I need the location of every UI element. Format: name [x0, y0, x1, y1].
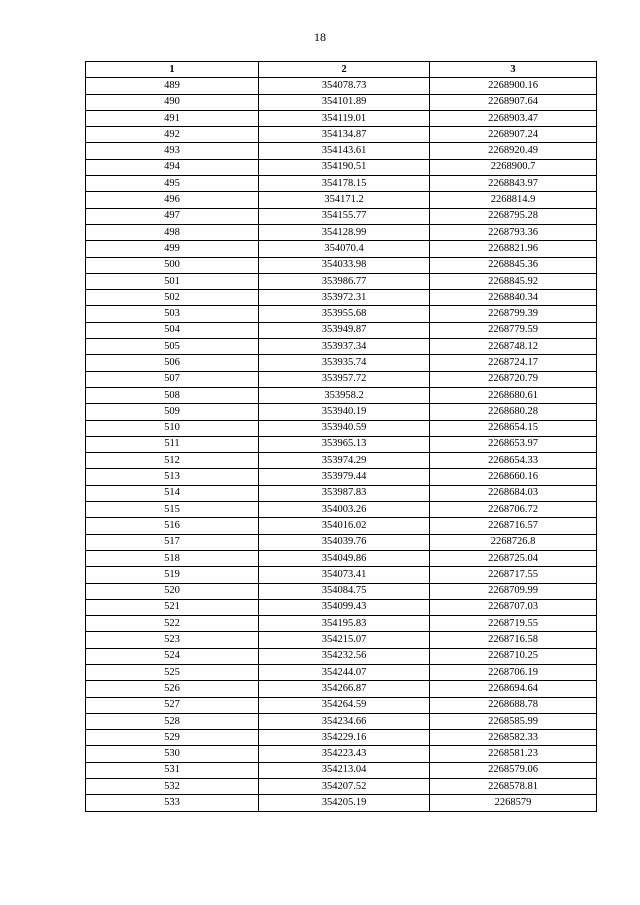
x-coordinate-cell: 354171.2	[259, 192, 430, 208]
table-row	[86, 664, 597, 680]
x-coordinate-cell: 354049.86	[259, 550, 430, 566]
x-coordinate-cell: 353957.72	[259, 371, 430, 387]
x-coordinate-cell: 354205.19	[259, 795, 430, 811]
point-number-cell: 493	[86, 143, 259, 159]
point-number-cell: 508	[86, 387, 259, 403]
point-number-cell: 513	[86, 469, 259, 485]
x-coordinate-cell: 353940.59	[259, 420, 430, 436]
point-number-cell: 506	[86, 355, 259, 371]
table-row	[86, 469, 597, 485]
x-coordinate-cell: 354003.26	[259, 502, 430, 518]
point-number-cell: 504	[86, 322, 259, 338]
table-row	[86, 127, 597, 143]
y-coordinate-cell: 2268688.78	[430, 697, 597, 713]
x-coordinate-cell: 354143.61	[259, 143, 430, 159]
y-coordinate-cell: 2268840.34	[430, 290, 597, 306]
y-coordinate-cell: 2268579	[430, 795, 597, 811]
table-row	[86, 453, 597, 469]
point-number-cell: 502	[86, 290, 259, 306]
y-coordinate-cell: 2268585.99	[430, 713, 597, 729]
point-number-cell: 528	[86, 713, 259, 729]
point-number-cell: 501	[86, 273, 259, 289]
table-row	[86, 713, 597, 729]
point-number-cell: 498	[86, 224, 259, 240]
y-coordinate-cell: 2268719.55	[430, 616, 597, 632]
table-row	[86, 110, 597, 126]
point-number-cell: 524	[86, 648, 259, 664]
point-number-cell: 527	[86, 697, 259, 713]
y-coordinate-cell: 2268684.03	[430, 485, 597, 501]
point-number-cell: 507	[86, 371, 259, 387]
table-row	[86, 371, 597, 387]
table-row	[86, 290, 597, 306]
table-row	[86, 502, 597, 518]
table-row	[86, 583, 597, 599]
y-coordinate-cell: 2268653.97	[430, 436, 597, 452]
y-coordinate-cell: 2268920.49	[430, 143, 597, 159]
y-coordinate-cell: 2268843.97	[430, 176, 597, 192]
y-coordinate-cell: 2268748.12	[430, 339, 597, 355]
x-coordinate-cell: 354244.07	[259, 664, 430, 680]
x-coordinate-cell: 354101.89	[259, 94, 430, 110]
point-number-cell: 525	[86, 664, 259, 680]
table-row	[86, 241, 597, 257]
table-body	[86, 78, 597, 811]
y-coordinate-cell: 2268582.33	[430, 730, 597, 746]
point-number-cell: 520	[86, 583, 259, 599]
y-coordinate-cell: 2268845.92	[430, 273, 597, 289]
table-row	[86, 224, 597, 240]
table-row	[86, 176, 597, 192]
x-coordinate-cell: 354039.76	[259, 534, 430, 550]
y-coordinate-cell: 2268716.57	[430, 518, 597, 534]
table-row	[86, 550, 597, 566]
x-coordinate-cell: 353974.29	[259, 453, 430, 469]
table-row	[86, 632, 597, 648]
y-coordinate-cell: 2268654.15	[430, 420, 597, 436]
point-number-cell: 509	[86, 404, 259, 420]
y-coordinate-cell: 2268578.81	[430, 779, 597, 795]
table-row	[86, 779, 597, 795]
y-coordinate-cell: 2268716.58	[430, 632, 597, 648]
y-coordinate-cell: 2268725.04	[430, 550, 597, 566]
table-row	[86, 795, 597, 811]
y-coordinate-cell: 2268710.25	[430, 648, 597, 664]
y-coordinate-cell: 2268799.39	[430, 306, 597, 322]
table-row	[86, 681, 597, 697]
x-coordinate-cell: 354264.59	[259, 697, 430, 713]
point-number-cell: 489	[86, 78, 259, 94]
y-coordinate-cell: 2268706.19	[430, 664, 597, 680]
y-coordinate-cell: 2268660.16	[430, 469, 597, 485]
table-row	[86, 143, 597, 159]
x-coordinate-cell: 354070.4	[259, 241, 430, 257]
column-header-3: 3	[430, 62, 597, 78]
point-number-cell: 519	[86, 567, 259, 583]
y-coordinate-cell: 2268707.03	[430, 599, 597, 615]
column-header-2: 2	[259, 62, 430, 78]
x-coordinate-cell: 353937.34	[259, 339, 430, 355]
point-number-cell: 526	[86, 681, 259, 697]
column-header-1: 1	[86, 62, 259, 78]
x-coordinate-cell: 353949.87	[259, 322, 430, 338]
point-number-cell: 496	[86, 192, 259, 208]
table-row	[86, 567, 597, 583]
point-number-cell: 515	[86, 502, 259, 518]
y-coordinate-cell: 2268907.24	[430, 127, 597, 143]
point-number-cell: 514	[86, 485, 259, 501]
y-coordinate-cell: 2268581.23	[430, 746, 597, 762]
y-coordinate-cell: 2268694.64	[430, 681, 597, 697]
y-coordinate-cell: 2268724.17	[430, 355, 597, 371]
table-header-row	[86, 62, 597, 78]
table-row	[86, 436, 597, 452]
x-coordinate-cell: 353935.74	[259, 355, 430, 371]
table-row	[86, 387, 597, 403]
table-row	[86, 518, 597, 534]
x-coordinate-cell: 353958.2	[259, 387, 430, 403]
x-coordinate-cell: 354234.66	[259, 713, 430, 729]
x-coordinate-cell: 354223.43	[259, 746, 430, 762]
point-number-cell: 503	[86, 306, 259, 322]
point-number-cell: 491	[86, 110, 259, 126]
point-number-cell: 522	[86, 616, 259, 632]
table-row	[86, 616, 597, 632]
y-coordinate-cell: 2268709.99	[430, 583, 597, 599]
y-coordinate-cell: 2268680.61	[430, 387, 597, 403]
y-coordinate-cell: 2268706.72	[430, 502, 597, 518]
point-number-cell: 505	[86, 339, 259, 355]
table-row	[86, 306, 597, 322]
x-coordinate-cell: 353965.13	[259, 436, 430, 452]
point-number-cell: 518	[86, 550, 259, 566]
x-coordinate-cell: 354016.02	[259, 518, 430, 534]
point-number-cell: 494	[86, 159, 259, 175]
y-coordinate-cell: 2268900.7	[430, 159, 597, 175]
y-coordinate-cell: 2268814.9	[430, 192, 597, 208]
x-coordinate-cell: 354033.98	[259, 257, 430, 273]
point-number-cell: 511	[86, 436, 259, 452]
point-number-cell: 532	[86, 779, 259, 795]
table-row	[86, 159, 597, 175]
x-coordinate-cell: 353940.19	[259, 404, 430, 420]
point-number-cell: 530	[86, 746, 259, 762]
y-coordinate-cell: 2268793.36	[430, 224, 597, 240]
y-coordinate-cell: 2268821.96	[430, 241, 597, 257]
x-coordinate-cell: 354215.07	[259, 632, 430, 648]
table-row	[86, 257, 597, 273]
y-coordinate-cell: 2268579.06	[430, 762, 597, 778]
x-coordinate-cell: 354119.01	[259, 110, 430, 126]
table-row	[86, 599, 597, 615]
x-coordinate-cell: 354078.73	[259, 78, 430, 94]
x-coordinate-cell: 354207.52	[259, 779, 430, 795]
table-row	[86, 485, 597, 501]
point-number-cell: 497	[86, 208, 259, 224]
y-coordinate-cell: 2268907.64	[430, 94, 597, 110]
x-coordinate-cell: 354128.99	[259, 224, 430, 240]
point-number-cell: 531	[86, 762, 259, 778]
x-coordinate-cell: 353972.31	[259, 290, 430, 306]
point-number-cell: 533	[86, 795, 259, 811]
table-row	[86, 420, 597, 436]
x-coordinate-cell: 354134.87	[259, 127, 430, 143]
point-number-cell: 512	[86, 453, 259, 469]
y-coordinate-cell: 2268680.28	[430, 404, 597, 420]
y-coordinate-cell: 2268795.28	[430, 208, 597, 224]
y-coordinate-cell: 2268654.33	[430, 453, 597, 469]
coordinates-table	[85, 61, 597, 812]
x-coordinate-cell: 354266.87	[259, 681, 430, 697]
table-row	[86, 355, 597, 371]
x-coordinate-cell: 354155.77	[259, 208, 430, 224]
table-row	[86, 273, 597, 289]
point-number-cell: 521	[86, 599, 259, 615]
table-row	[86, 697, 597, 713]
point-number-cell: 517	[86, 534, 259, 550]
point-number-cell: 490	[86, 94, 259, 110]
table-row	[86, 534, 597, 550]
table-row	[86, 648, 597, 664]
x-coordinate-cell: 353955.68	[259, 306, 430, 322]
table-row	[86, 322, 597, 338]
y-coordinate-cell: 2268903.47	[430, 110, 597, 126]
y-coordinate-cell: 2268726.8	[430, 534, 597, 550]
table-row	[86, 762, 597, 778]
x-coordinate-cell: 354195.83	[259, 616, 430, 632]
y-coordinate-cell: 2268900.16	[430, 78, 597, 94]
y-coordinate-cell: 2268779.59	[430, 322, 597, 338]
table-row	[86, 404, 597, 420]
table-row	[86, 208, 597, 224]
point-number-cell: 516	[86, 518, 259, 534]
table-row	[86, 339, 597, 355]
x-coordinate-cell: 354073.41	[259, 567, 430, 583]
point-number-cell: 499	[86, 241, 259, 257]
table-row	[86, 730, 597, 746]
x-coordinate-cell: 354178.15	[259, 176, 430, 192]
point-number-cell: 529	[86, 730, 259, 746]
x-coordinate-cell: 354190.51	[259, 159, 430, 175]
x-coordinate-cell: 353986.77	[259, 273, 430, 289]
x-coordinate-cell: 354229.16	[259, 730, 430, 746]
table-row	[86, 746, 597, 762]
y-coordinate-cell: 2268845.36	[430, 257, 597, 273]
y-coordinate-cell: 2268720.79	[430, 371, 597, 387]
x-coordinate-cell: 354099.43	[259, 599, 430, 615]
point-number-cell: 523	[86, 632, 259, 648]
y-coordinate-cell: 2268717.55	[430, 567, 597, 583]
table-row	[86, 78, 597, 94]
table-row	[86, 94, 597, 110]
x-coordinate-cell: 354213.04	[259, 762, 430, 778]
table-row	[86, 192, 597, 208]
x-coordinate-cell: 353979.44	[259, 469, 430, 485]
x-coordinate-cell: 353987.83	[259, 485, 430, 501]
x-coordinate-cell: 354084.75	[259, 583, 430, 599]
point-number-cell: 510	[86, 420, 259, 436]
x-coordinate-cell: 354232.56	[259, 648, 430, 664]
point-number-cell: 492	[86, 127, 259, 143]
point-number-cell: 495	[86, 176, 259, 192]
point-number-cell: 500	[86, 257, 259, 273]
page-number: 18	[314, 30, 326, 44]
